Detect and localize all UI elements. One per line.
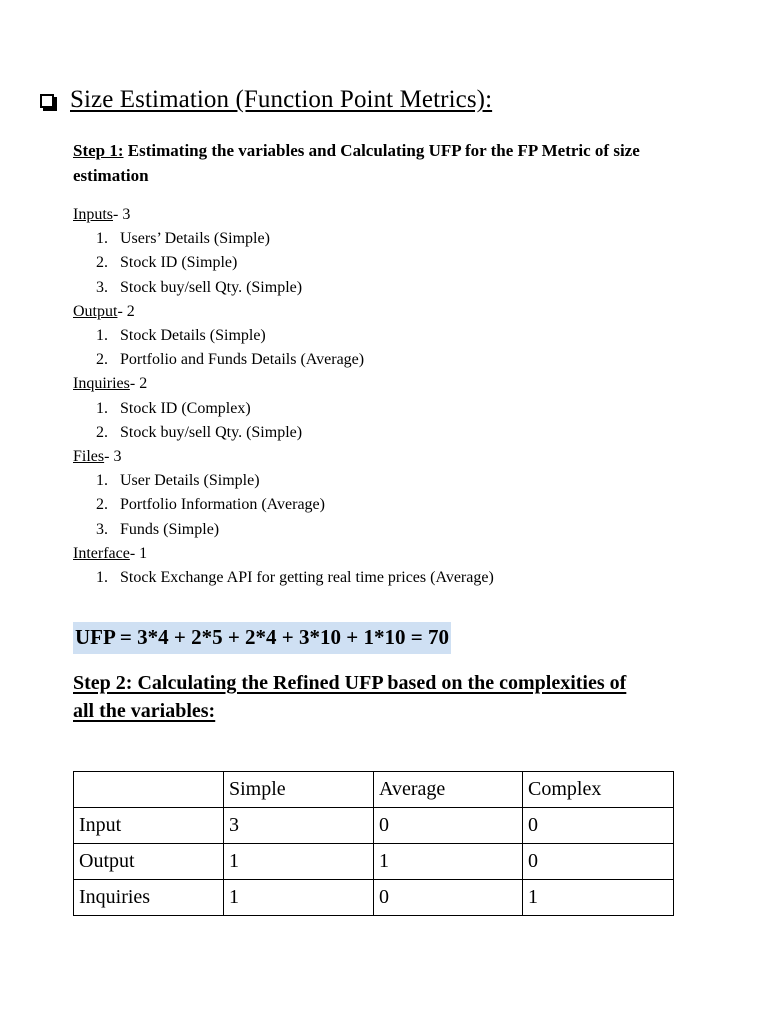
section-heading xyxy=(40,86,492,114)
variables-list xyxy=(73,203,494,590)
step2-heading: Step 2: Calculating the Refined UFP based on the complexities of all the variables: xyxy=(73,672,627,722)
step1-paragraph xyxy=(73,138,673,188)
category-name: Inputs xyxy=(73,206,113,223)
table-cell: 0 xyxy=(374,880,523,916)
list-item-text: Stock ID (Complex) xyxy=(120,399,251,417)
table-cell: 3 xyxy=(224,808,374,844)
category-name: Output xyxy=(73,302,118,320)
list-item: 2. Stock ID (Simple) xyxy=(96,254,238,272)
category-count: - 3 xyxy=(104,448,122,466)
table-cell: 1 xyxy=(224,880,374,916)
table-cell: Input xyxy=(74,808,224,844)
table-row xyxy=(74,844,674,880)
list-item-text: Stock buy/sell Qty. (Simple) xyxy=(120,423,303,441)
list-item: 3. Funds (Simple) xyxy=(96,520,220,538)
list-item-text: Portfolio and Funds Details (Average) xyxy=(120,351,365,369)
list-item: 3. Stock buy/sell Qty. (Simple) xyxy=(96,278,303,296)
category-output xyxy=(73,300,494,324)
table-cell: 1 xyxy=(224,844,374,880)
category-count: - 2 xyxy=(117,302,135,320)
list-item-text: Stock buy/sell Qty. (Simple) xyxy=(120,278,303,296)
table-header-row xyxy=(74,772,674,808)
complexity-table xyxy=(73,771,674,916)
list-item-text: Stock Details (Simple) xyxy=(120,327,266,345)
category-count: - 3 xyxy=(113,206,131,223)
table-header-cell: Average xyxy=(374,772,523,808)
list-item: 1. Stock Details (Simple) xyxy=(96,327,266,345)
list-item: 2. Stock buy/sell Qty. (Simple) xyxy=(96,423,303,441)
table-row xyxy=(74,808,674,844)
ufp-equation: UFP = 3*4 + 2*5 + 2*4 + 3*10 + 1*10 = 70 xyxy=(73,622,451,654)
table-cell: 1 xyxy=(523,880,674,916)
step1-text: Estimating the variables and Calculating UFP for the FP Metric of size estimation xyxy=(73,141,640,185)
table-cell: 0 xyxy=(523,844,674,880)
list-item-text: Funds (Simple) xyxy=(120,520,220,538)
category-name: Interface xyxy=(73,544,130,562)
category-interface xyxy=(73,542,494,566)
table-header-cell: Simple xyxy=(224,772,374,808)
category-files xyxy=(73,445,494,469)
checkbox-bullet-icon xyxy=(40,94,54,108)
table-cell: 0 xyxy=(374,808,523,844)
list-item-text: Stock Exchange API for getting real time prices (Average) xyxy=(120,569,494,587)
table-cell: 0 xyxy=(523,808,674,844)
category-name: Files xyxy=(73,448,105,466)
category-inputs xyxy=(73,203,494,227)
list-item: 1. Users’ Details (Simple) xyxy=(96,230,270,248)
list-item: 1. User Details (Simple) xyxy=(96,472,260,490)
list-item-text: Stock ID (Simple) xyxy=(120,254,238,272)
step1-label: Step 1: xyxy=(73,141,124,160)
table-cell: Inquiries xyxy=(74,880,224,916)
category-count: - 1 xyxy=(129,544,148,562)
table-row xyxy=(74,880,674,916)
category-name: Inquiries xyxy=(73,375,130,393)
list-item: 2. Portfolio Information (Average) xyxy=(96,496,325,514)
table-cell: 1 xyxy=(374,844,523,880)
table-cell: Output xyxy=(74,844,224,880)
table-header-cell xyxy=(74,772,224,808)
list-item: 1. Stock ID (Complex) xyxy=(96,399,251,417)
category-inquiries xyxy=(73,372,494,396)
list-item: 2. Portfolio and Funds Details (Average) xyxy=(96,351,365,369)
list-item-text: User Details (Simple) xyxy=(120,472,260,490)
table-header-cell: Complex xyxy=(523,772,674,808)
list-item: 1. Stock Exchange API for getting real time prices (Average) xyxy=(96,569,494,587)
list-item-text: Portfolio Information (Average) xyxy=(120,496,325,514)
list-item-text: Users’ Details (Simple) xyxy=(120,230,270,248)
heading-title: Size Estimation (Function Point Metrics): xyxy=(70,86,493,113)
category-count: - 2 xyxy=(129,375,148,393)
